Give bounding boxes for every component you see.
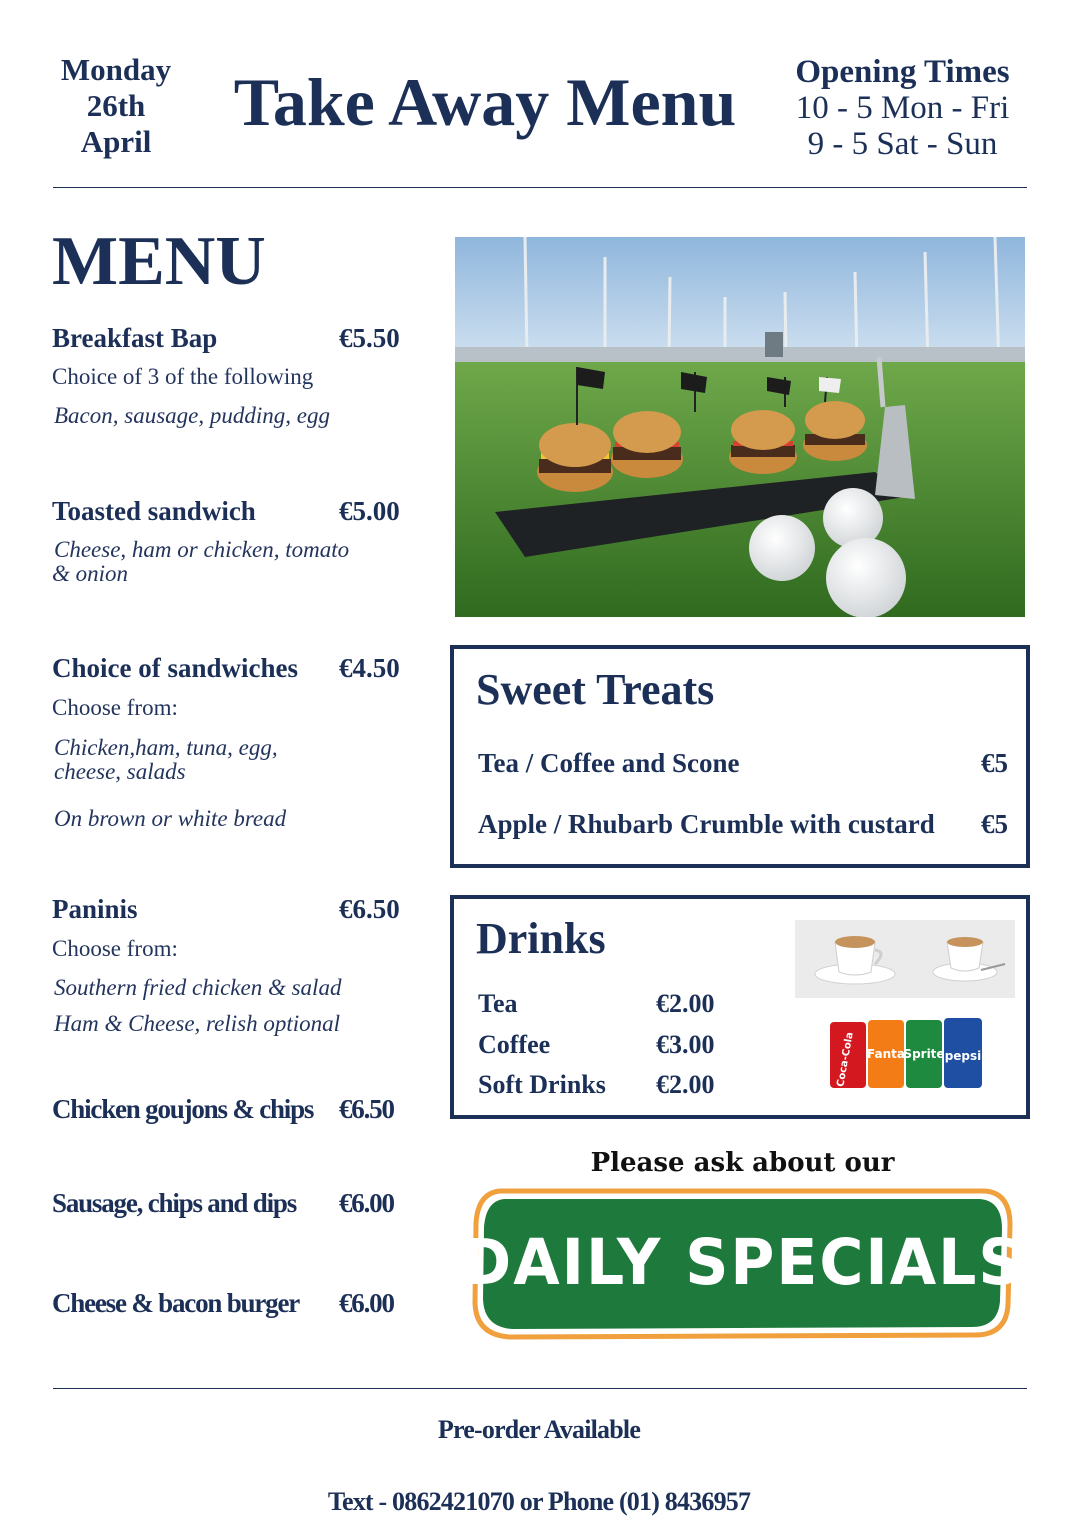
menu-item-paninis [52,893,412,1043]
item-options: Cheese, ham or chicken, tomato [54,537,350,562]
item-options: Bacon, sausage, pudding, egg [54,403,330,428]
menu-heading: MENU [52,223,266,300]
header-divider [53,187,1027,188]
item-price: €6.00 [339,1188,394,1218]
coffee-cups-icon [795,920,1015,998]
item-name: Chicken goujons & chips [52,1094,314,1124]
item-options: Chicken,ham, tuna, egg, [54,735,278,760]
golf-range-sliders-photo [455,237,1025,617]
item-price: €5.00 [339,496,400,526]
soft-drink-cans-image [828,1016,988,1096]
can-label: Fanta [867,1047,905,1061]
drink-price: €2.00 [656,989,715,1018]
item-price: €6.50 [339,894,400,924]
item-name: Paninis [52,894,138,924]
drink-name: Tea [478,989,518,1018]
sweet-item-name: Tea / Coffee and Scone [478,748,740,778]
photo-illustration [455,237,1025,617]
soda-cans-icon [828,1016,988,1096]
item-name: Toasted sandwich [52,496,256,526]
menu-item-chicken-goujons [52,1093,412,1127]
drink-price: €3.00 [656,1030,715,1059]
item-description: Choice of 3 of the following [52,364,314,389]
daily-specials-text: DAILY SPECIALS [461,1226,1024,1300]
sweet-item-price: €5 [981,809,1008,839]
footer-divider [53,1388,1027,1389]
can-label: Coca-Cola [835,1031,856,1088]
drink-price: €2.00 [656,1070,715,1099]
item-price: €4.50 [339,653,400,683]
item-options: & onion [52,561,129,586]
drink-name: Coffee [478,1030,551,1059]
opening-times-heading: Opening Times [795,54,1010,90]
item-description: Choose from: [52,936,178,961]
menu-item-choice-of-sandwiches [52,652,412,837]
opening-times [770,54,1035,162]
daily-specials-banner [461,1185,1024,1341]
sweet-treats-box [450,645,1030,868]
page-title: Take Away Menu [233,64,737,140]
item-name: Cheese & bacon burger [52,1288,300,1318]
date-day: Monday [60,52,172,87]
item-options: Ham & Cheese, relish optional [54,1011,340,1036]
specials-prompt: Please ask about our [590,1148,895,1178]
contact-info: Text - 0862421070 or Phone (01) 8436957 [327,1487,751,1516]
drinks-title: Drinks [476,914,606,963]
can-label: pepsi [944,1049,982,1063]
date [40,52,192,160]
item-description: Choose from: [52,695,178,720]
date-month: April [80,124,152,159]
coffee-cups-image [795,920,1015,998]
opening-times-weekday: 10 - 5 Mon - Fri [795,90,1010,126]
item-price: €6.00 [339,1288,394,1318]
item-options: cheese, salads [54,759,186,784]
sweet-item-price: €5 [981,748,1008,778]
item-price: €6.50 [339,1094,394,1124]
opening-times-weekend: 9 - 5 Sat - Sun [807,126,998,162]
can-label: Sprite [903,1047,945,1061]
item-name: Choice of sandwiches [52,653,299,683]
date-number: 26th [86,88,146,123]
item-name: Breakfast Bap [52,323,218,353]
item-price: €5.50 [339,323,400,353]
drink-name: Soft Drinks [478,1070,606,1099]
menu-item-breakfast-bap [52,322,412,432]
item-options: Southern fried chicken & salad [54,975,342,1000]
sweet-treats-title: Sweet Treats [476,665,715,714]
sweet-item-name: Apple / Rhubarb Crumble with custard [478,809,935,839]
preorder-note: Pre-order Available [437,1415,641,1444]
menu-item-sausage-chips [52,1187,412,1221]
menu-item-toasted-sandwich [52,495,412,590]
menu-item-cheese-bacon-burger [52,1287,412,1321]
item-options: On brown or white bread [54,806,287,831]
item-name: Sausage, chips and dips [52,1188,297,1218]
